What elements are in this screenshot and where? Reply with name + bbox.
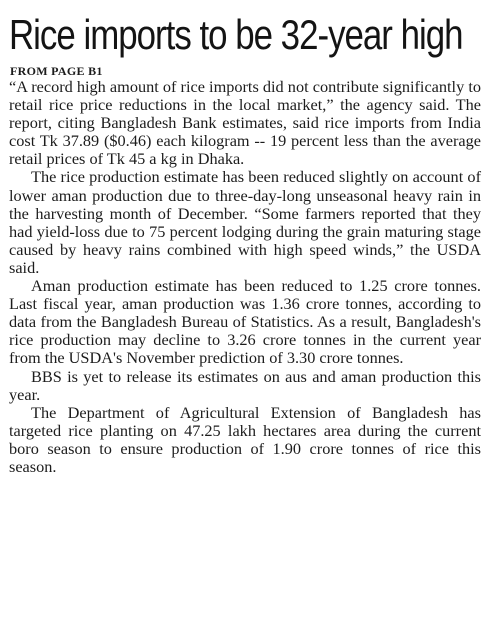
headline: Rice imports to be 32-year high [9, 11, 463, 58]
body-paragraph: The rice production estimate has been reduced slightly on account of lower aman production due to three-day-long unseasonal heavy rain in the harvesting month of December. “Some farmers reported that they had yield-loss due to 75 percent lodging during the grain maturing stage caused by heavy rains combined with high speed winds,” the USDA said. [9, 167, 481, 277]
body-paragraph: “A record high amount of rice imports did not contribute significantly to retail rice price reductions in the local market,” the agency said. The report, citing Bangladesh Bank estimates, said rice imports from India cost Tk 37.89 ($0.46) each kilogram -- 19 percent less than the average retail prices of Tk 45 a kg in Dhaka. [9, 77, 481, 169]
body-paragraph: The Department of Agricultural Extension of Bangladesh has targeted rice planting on 47.25 lakh hectares area during the current boro season to ensure production of 1.90 crore tonnes of rice this season. [9, 402, 481, 476]
continuation-kicker: FROM PAGE B1 [10, 64, 103, 78]
news-article [9, 0, 481, 622]
article-body [9, 78, 481, 476]
body-paragraph: BBS is yet to release its estimates on aus and aman production this year. [9, 366, 481, 404]
body-paragraph: Aman production estimate has been reduced to 1.25 crore tonnes. Last fiscal year, aman production was 1.36 crore tonnes, according to data from the Bangladesh Bureau of Statistics. As a result, Bangladesh's rice production may decline to 3.26 crore tonnes in the current year from the USDA's November prediction of 3.30 crore tonnes. [9, 276, 481, 368]
